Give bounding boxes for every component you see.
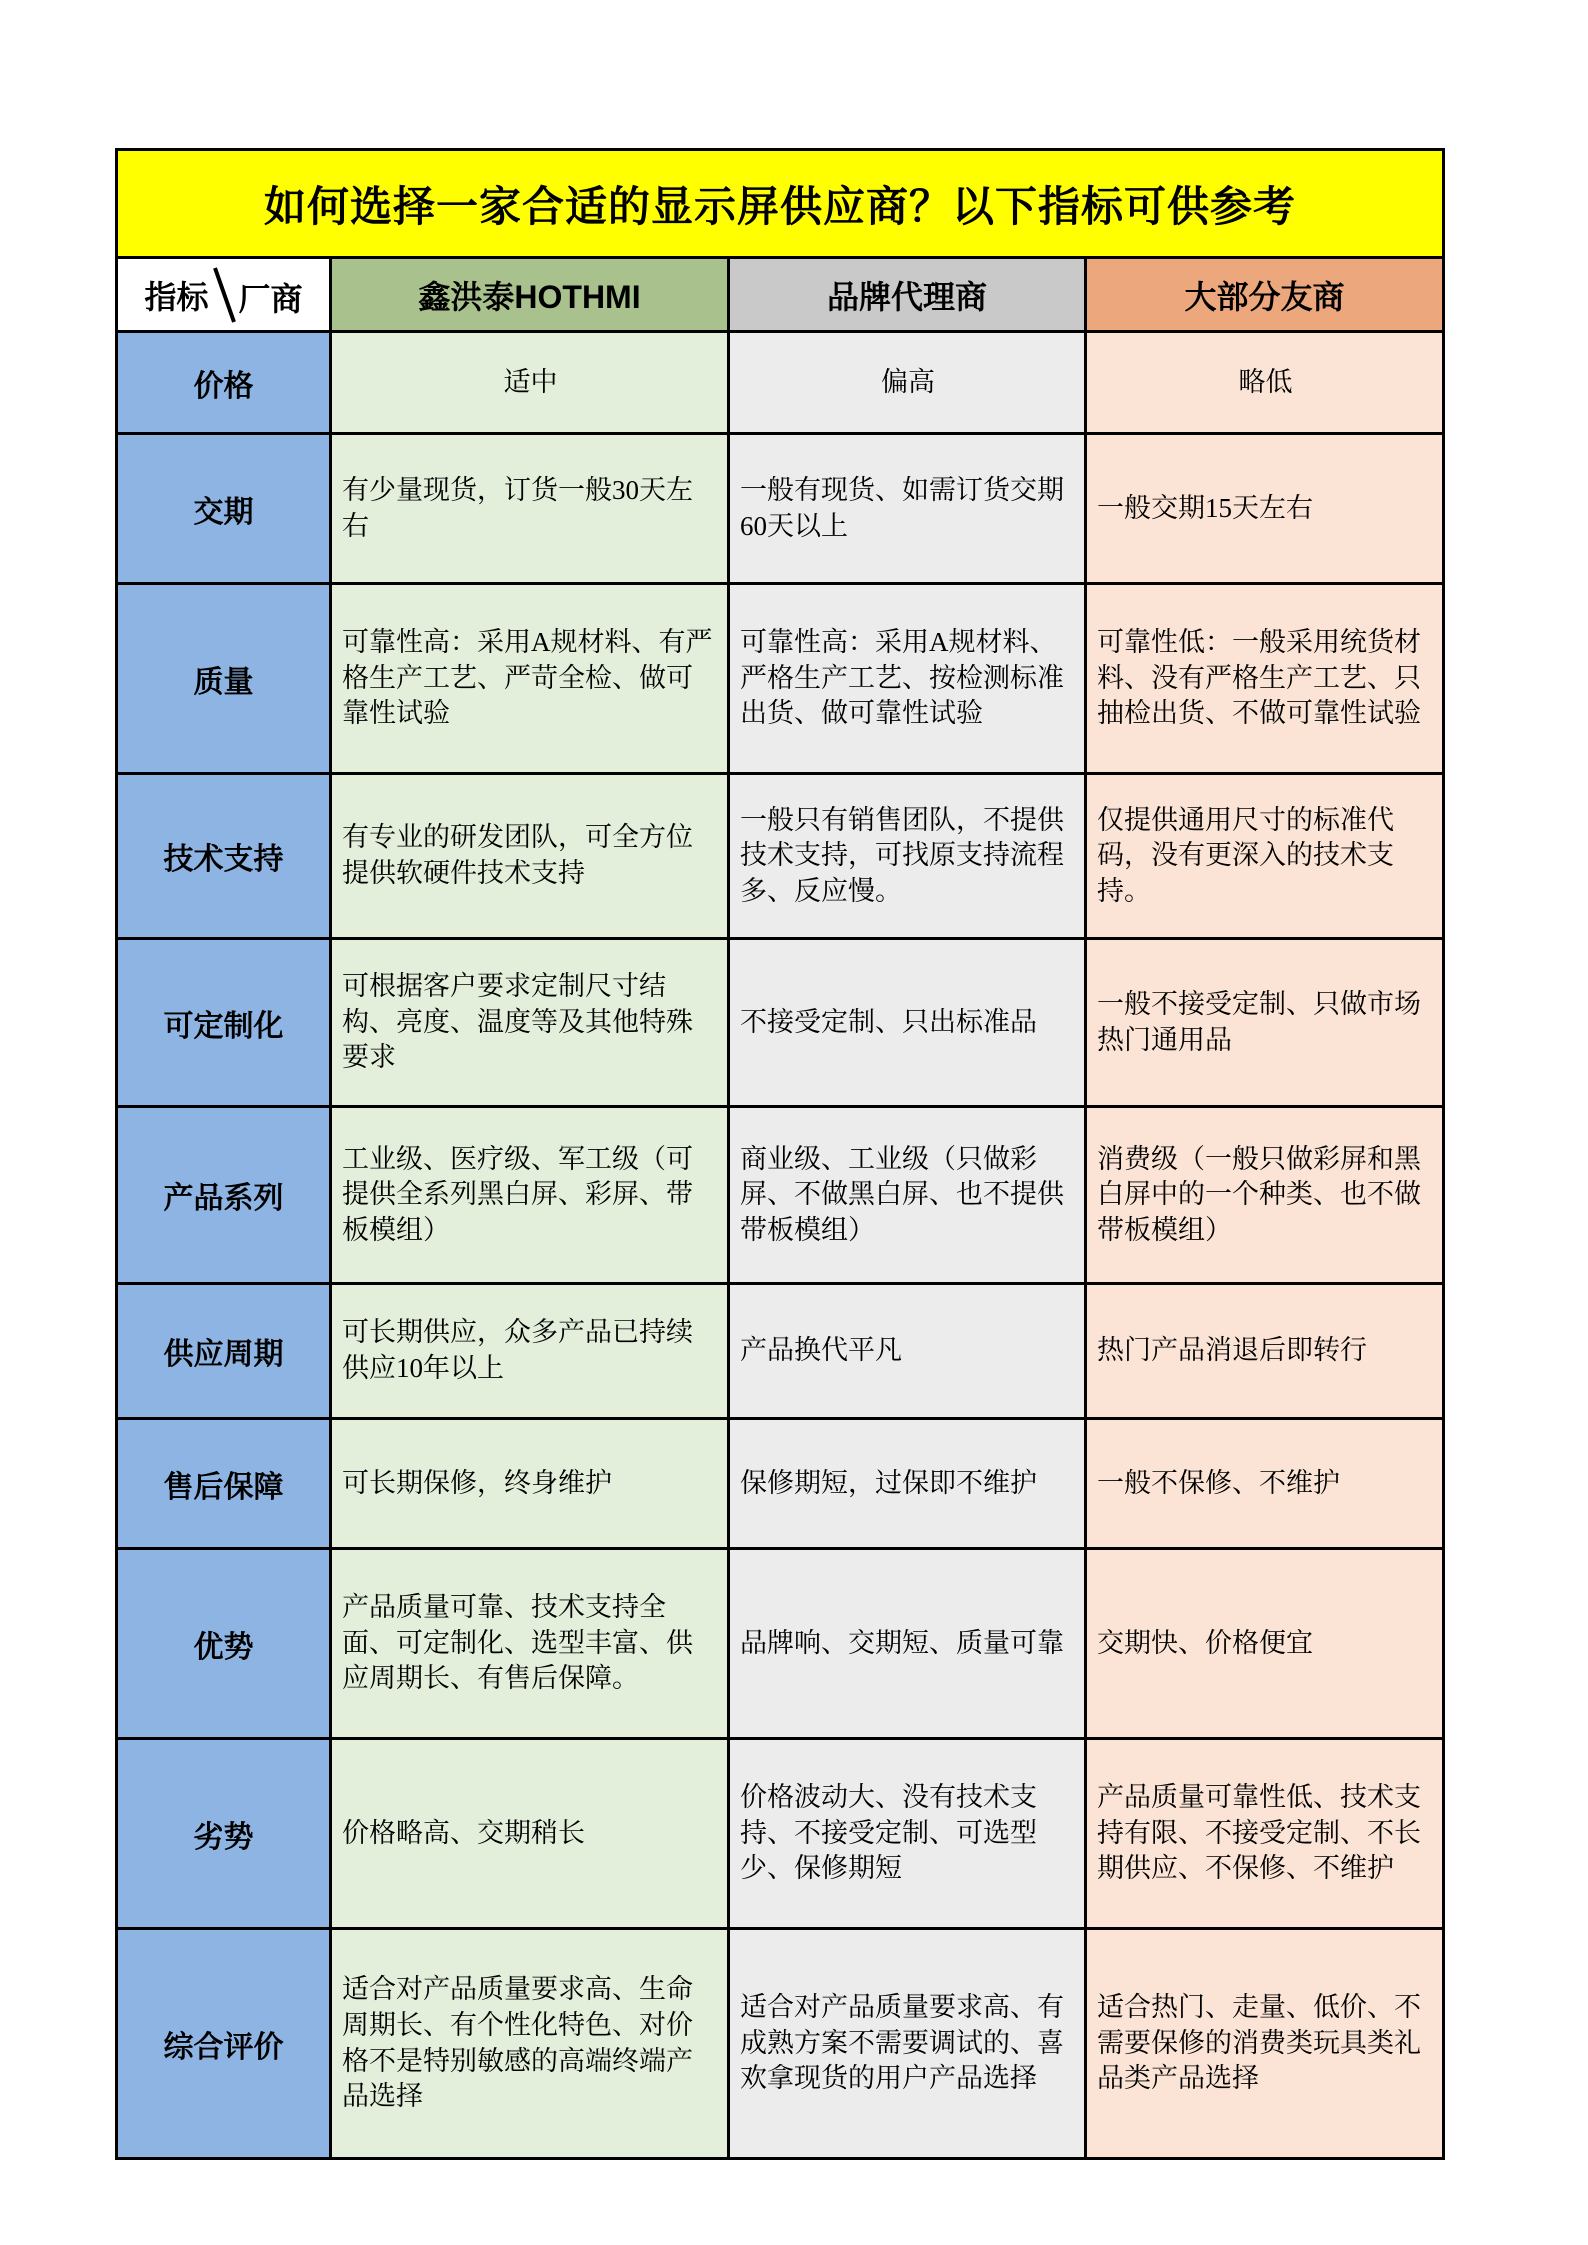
table-cell: 有专业的研发团队，可全方位提供软硬件技术支持 (331, 774, 729, 939)
column-header-competitors: 大部分友商 (1086, 258, 1444, 332)
supplier-comparison-table (115, 148, 1445, 2160)
table-row (117, 584, 1444, 774)
table-cell: 适中 (331, 332, 729, 434)
row-label: 售后保障 (117, 1419, 331, 1549)
table-cell: 一般只有销售团队，不提供技术支持，可找原支持流程多、反应慢。 (729, 774, 1086, 939)
table-row (117, 1284, 1444, 1419)
table-cell: 热门产品消退后即转行 (1086, 1284, 1444, 1419)
table-cell: 一般交期15天左右 (1086, 434, 1444, 584)
table-row (117, 332, 1444, 434)
table-cell: 一般有现货、如需订货交期60天以上 (729, 434, 1086, 584)
row-label: 质量 (117, 584, 331, 774)
table-cell: 价格波动大、没有技术支持、不接受定制、可选型少、保修期短 (729, 1739, 1086, 1929)
row-label: 优势 (117, 1549, 331, 1739)
table-cell: 适合热门、走量、低价、不需要保修的消费类玩具类礼品类产品选择 (1086, 1929, 1444, 2159)
table-cell: 仅提供通用尺寸的标准代码，没有更深入的技术支持。 (1086, 774, 1444, 939)
table-cell: 可根据客户要求定制尺寸结构、亮度、温度等及其他特殊要求 (331, 939, 729, 1107)
table-row (117, 1419, 1444, 1549)
table-cell: 适合对产品质量要求高、有成熟方案不需要调试的、喜欢拿现货的用户产品选择 (729, 1929, 1086, 2159)
table-cell: 有少量现货，订货一般30天左右 (331, 434, 729, 584)
table-row (117, 1549, 1444, 1739)
table-cell: 价格略高、交期稍长 (331, 1739, 729, 1929)
table-row (117, 1739, 1444, 1929)
table-cell: 工业级、医疗级、军工级（可提供全系列黑白屏、彩屏、带板模组） (331, 1107, 729, 1284)
table-row (117, 774, 1444, 939)
table-cell: 可长期保修，终身维护 (331, 1419, 729, 1549)
row-label: 价格 (117, 332, 331, 434)
table-cell: 略低 (1086, 332, 1444, 434)
table-row (117, 1107, 1444, 1284)
table-cell: 可靠性高：采用A规材料、严格生产工艺、按检测标准出货、做可靠性试验 (729, 584, 1086, 774)
column-header-hothmi: 鑫洪泰HOTHMI (331, 258, 729, 332)
table-cell: 不接受定制、只出标准品 (729, 939, 1086, 1107)
diagonal-line-icon (211, 266, 237, 324)
table-row (117, 434, 1444, 584)
table-cell: 交期快、价格便宜 (1086, 1549, 1444, 1739)
column-header-brand-agent: 品牌代理商 (729, 258, 1086, 332)
table-body (117, 150, 1444, 2159)
table-cell: 产品质量可靠、技术支持全面、可定制化、选型丰富、供应周期长、有售后保障。 (331, 1549, 729, 1739)
corner-row-axis-label: 指标 (144, 278, 209, 315)
table-cell: 消费级（一般只做彩屏和黑白屏中的一个种类、也不做带板模组） (1086, 1107, 1444, 1284)
table-cell: 产品换代平凡 (729, 1284, 1086, 1419)
table-cell: 一般不接受定制、只做市场热门通用品 (1086, 939, 1444, 1107)
table-cell: 可靠性低：一般采用统货材料、没有严格生产工艺、只抽检出货、不做可靠性试验 (1086, 584, 1444, 774)
table-cell: 可靠性高：采用A规材料、有严格生产工艺、严苛全检、做可靠性试验 (331, 584, 729, 774)
row-label: 技术支持 (117, 774, 331, 939)
table-cell: 保修期短，过保即不维护 (729, 1419, 1086, 1549)
corner-col-axis-label: 厂商 (238, 280, 303, 317)
corner-cell (117, 258, 331, 332)
row-label: 综合评价 (117, 1929, 331, 2159)
row-label: 交期 (117, 434, 331, 584)
table-row (117, 1929, 1444, 2159)
row-label: 可定制化 (117, 939, 331, 1107)
row-label: 劣势 (117, 1739, 331, 1929)
table-cell: 偏高 (729, 332, 1086, 434)
page-title: 如何选择一家合适的显示屏供应商？以下指标可供参考 (117, 150, 1444, 258)
table-row (117, 939, 1444, 1107)
table-cell: 商业级、工业级（只做彩屏、不做黑白屏、也不提供带板模组） (729, 1107, 1086, 1284)
table-cell: 可长期供应，众多产品已持续供应10年以上 (331, 1284, 729, 1419)
table-cell: 一般不保修、不维护 (1086, 1419, 1444, 1549)
table-cell: 产品质量可靠性低、技术支持有限、不接受定制、不长期供应、不保修、不维护 (1086, 1739, 1444, 1929)
row-label: 供应周期 (117, 1284, 331, 1419)
header-row (117, 258, 1444, 332)
table-cell: 品牌响、交期短、质量可靠 (729, 1549, 1086, 1739)
row-label: 产品系列 (117, 1107, 331, 1284)
title-row (117, 150, 1444, 258)
table-cell: 适合对产品质量要求高、生命周期长、有个性化特色、对价格不是特别敏感的高端终端产品选择 (331, 1929, 729, 2159)
